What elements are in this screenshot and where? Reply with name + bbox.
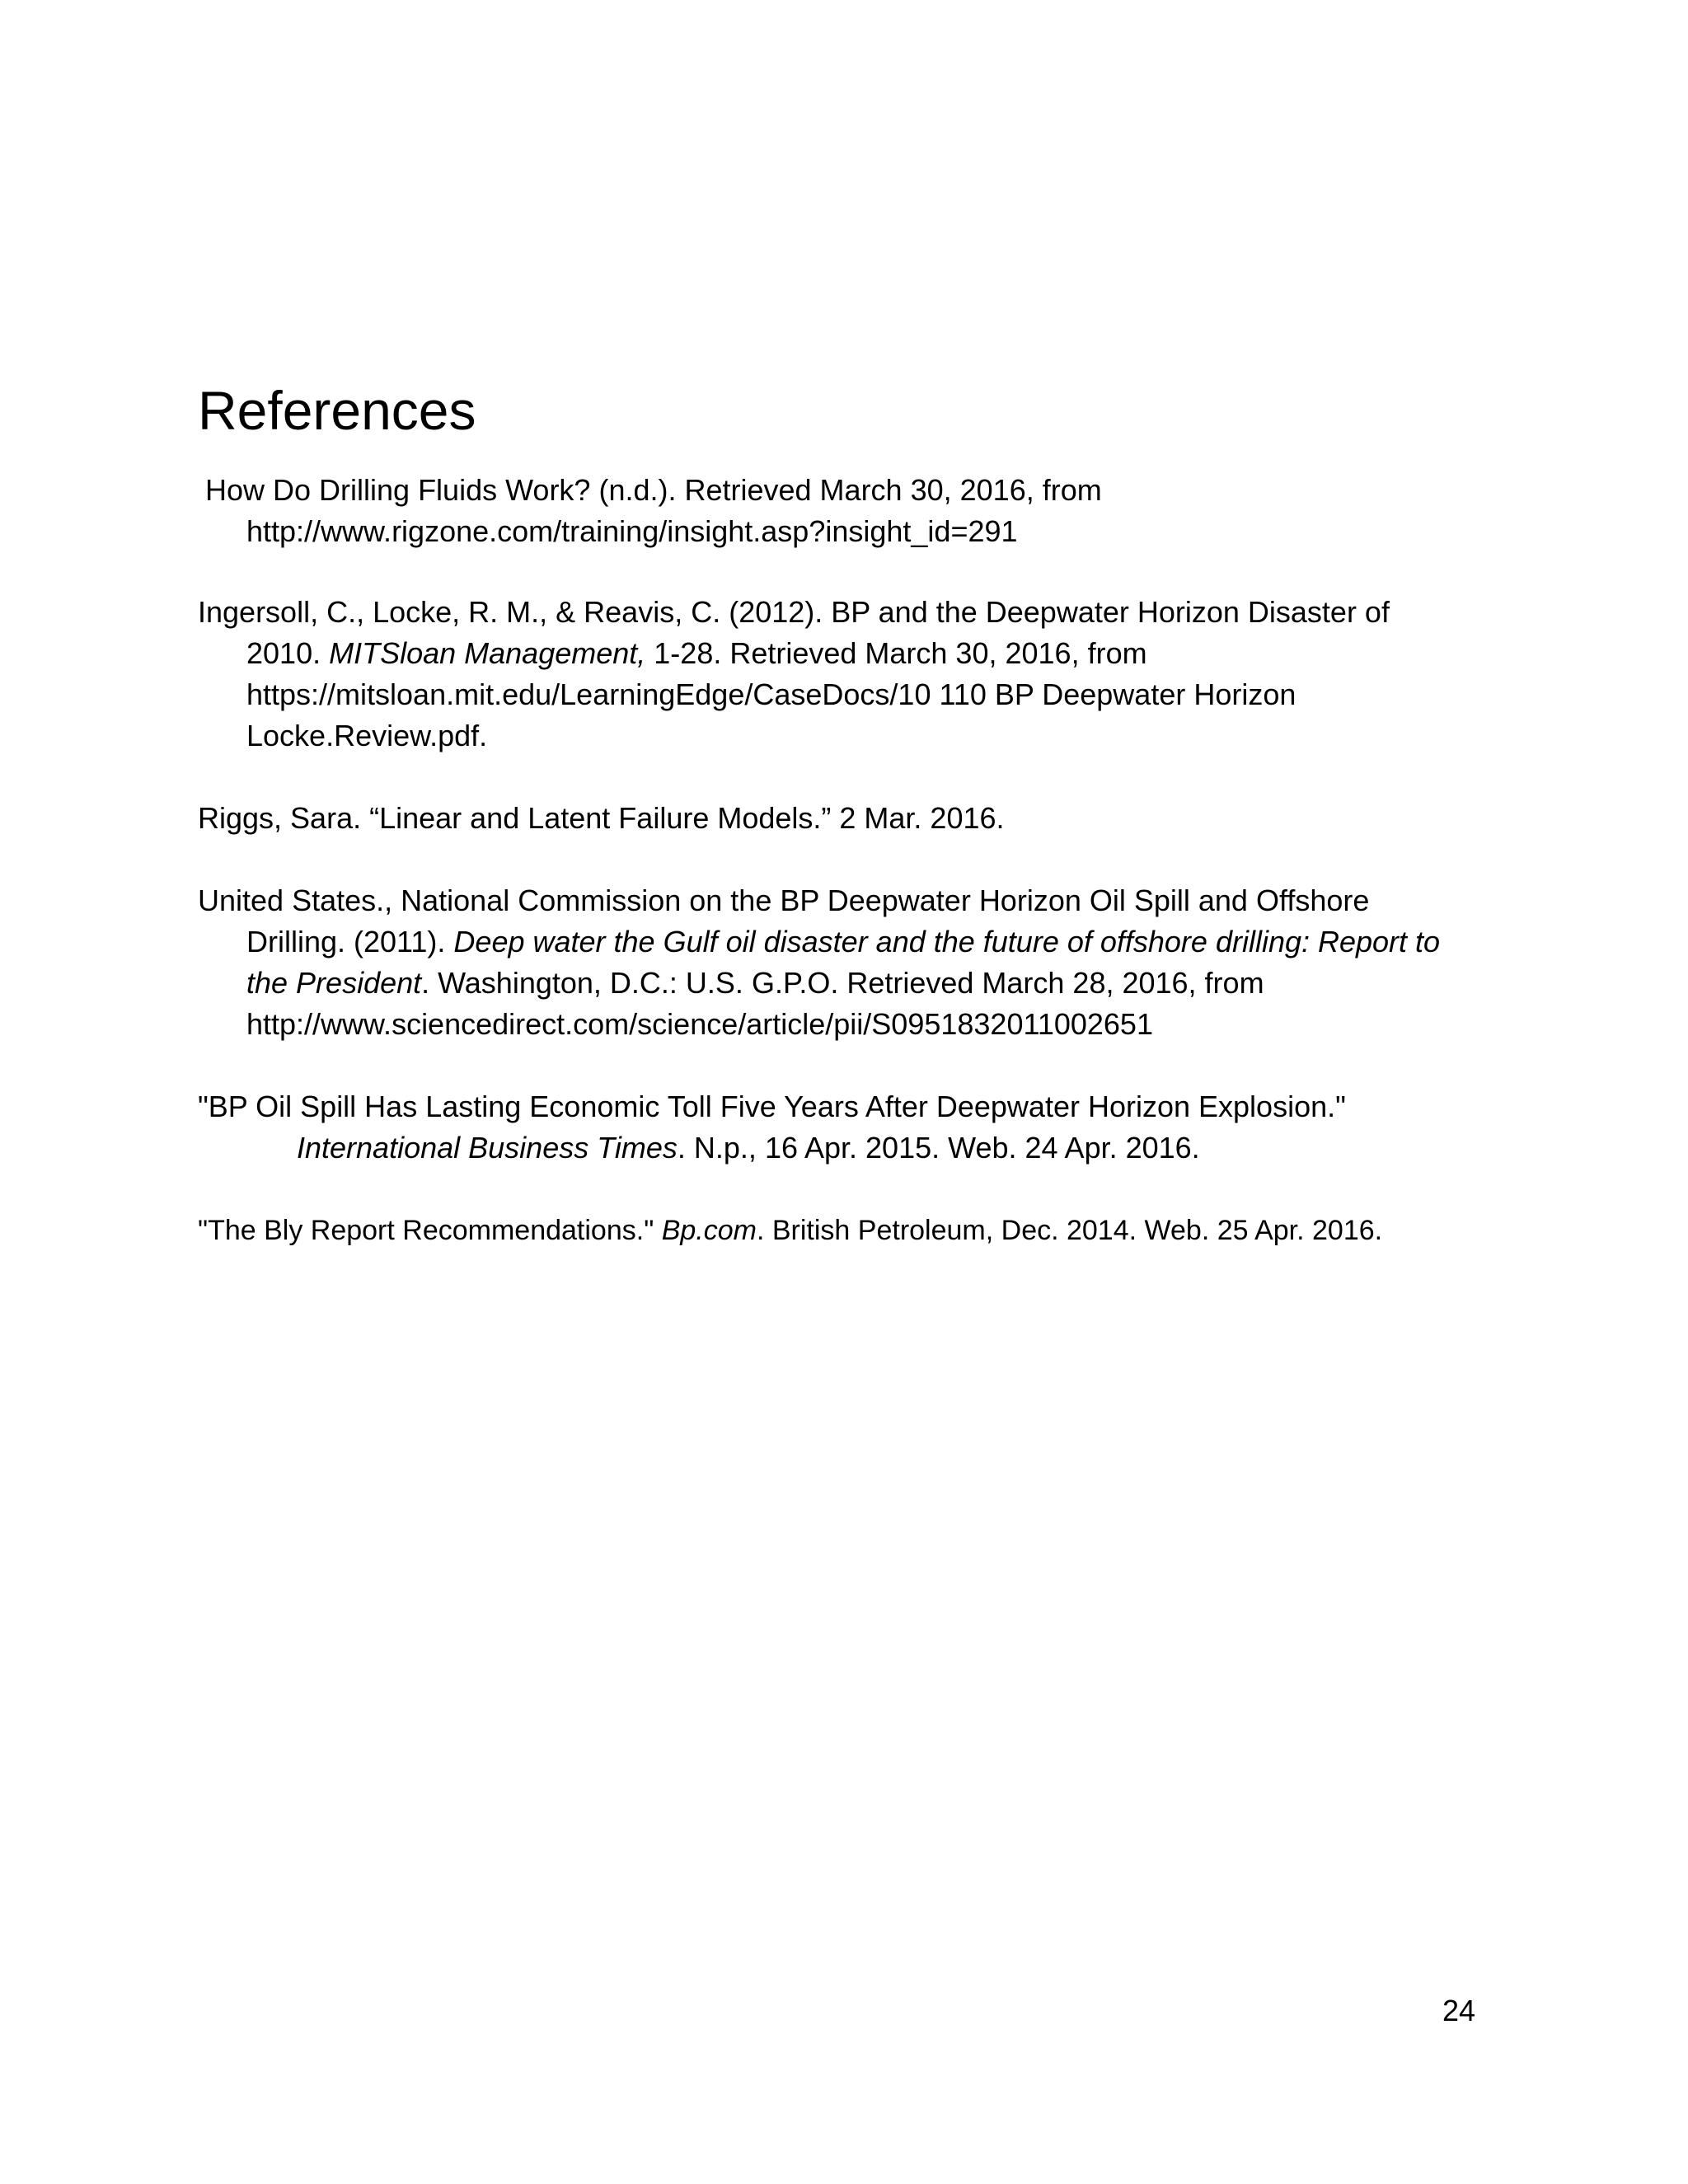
reference-url: https://mitsloan.mit.edu/LearningEdge/CaseDocs/10 110 BP Deepwater Horizon [246,677,1296,711]
reference-text: . British Petroleum, Dec. 2014. Web. 25 Apr. 2016. [756,1215,1383,1246]
reference-url: Locke.Review.pdf. [246,719,488,752]
reference-item [198,1086,1517,1169]
reference-text: "The Bly Report Recommendations." [198,1215,662,1246]
reference-text: How Do Drilling Fluids Work? (n.d.). Retrieved March 30, 2016, from [205,473,1102,507]
reference-publication: International Business Times [297,1131,678,1165]
reference-text: . N.p., 16 Apr. 2015. Web. 24 Apr. 2016. [677,1131,1200,1165]
reference-text: Ingersoll, C., Locke, R. M., & Reavis, C. (2012). BP and the Deepwater Horizon Disaster of [198,595,1390,629]
reference-text: 1-28. Retrieved March 30, 2016, from [645,636,1147,670]
reference-item [198,1210,1517,1251]
reference-item [198,798,1517,839]
reference-title: Deep water the Gulf oil disaster and the future of offshore drilling: Report to [453,925,1441,958]
reference-text: Riggs, Sara. “Linear and Latent Failure Models.” 2 Mar. 2016. [198,801,1005,835]
reference-url: http://www.sciencedirect.com/science/article/pii/S0951832011002651 [246,1007,1153,1041]
reference-journal: MITSloan Management, [329,636,646,670]
page-title: References [198,380,476,441]
reference-website: Bp.com [661,1215,757,1246]
reference-text-line [198,1127,1517,1169]
reference-title: the President [246,966,422,1000]
reference-url: http://www.rigzone.com/training/insight.asp?insight_id=291 [246,514,1018,548]
page-number: 24 [1442,1994,1476,2027]
reference-text-line [198,921,1517,963]
reference-text-line [198,1210,1517,1251]
reference-text: "BP Oil Spill Has Lasting Economic Toll Five Years After Deepwater Horizon Explosion." [198,1090,1346,1123]
reference-text-line [198,633,1517,674]
reference-text-line [198,963,1517,1004]
reference-text: United States., National Commission on the BP Deepwater Horizon Oil Spill and Offshore [198,883,1370,917]
reference-text: Drilling. (2011). [246,925,454,958]
reference-item [198,592,1517,757]
reference-text: 2010. [246,636,330,670]
reference-item [198,470,1517,552]
reference-text: . Washington, D.C.: U.S. G.P.O. Retrieved March 28, 2016, from [421,966,1264,1000]
reference-item [198,880,1517,1045]
